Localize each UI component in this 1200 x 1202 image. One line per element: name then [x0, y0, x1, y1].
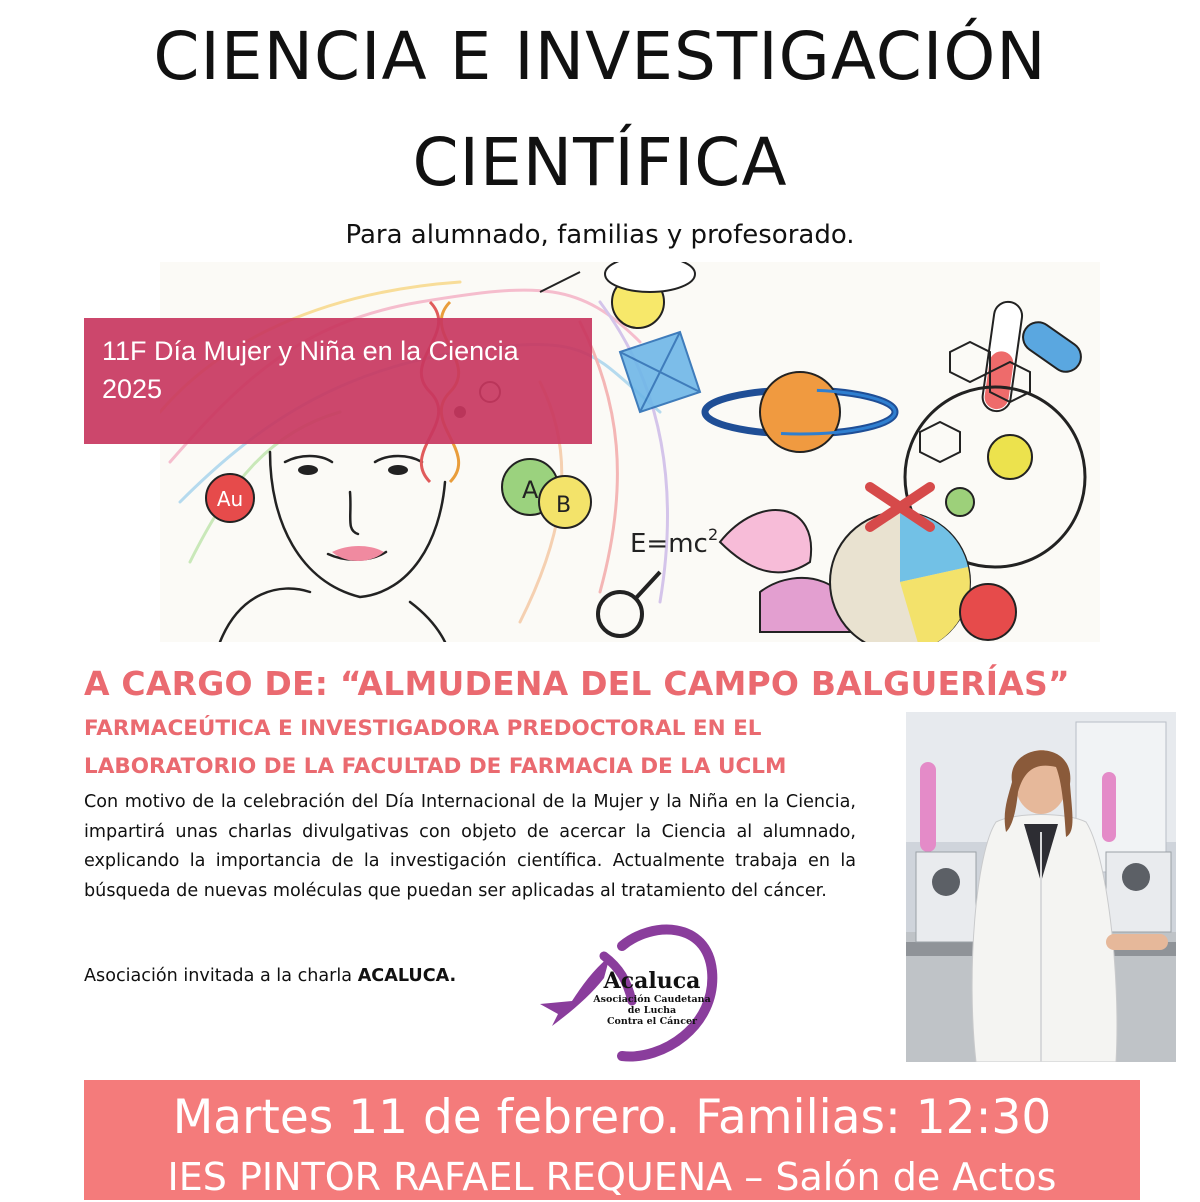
- event-banner: [84, 318, 592, 444]
- speaker-role-line-1: FARMACEÚTICA E INVESTIGADORA PREDOCTORAL EN EL: [84, 716, 762, 741]
- association-text: Asociación invitada a la charla: [84, 966, 358, 986]
- banner-line-1: 11F Día Mujer y Niña en la Ciencia: [102, 336, 519, 366]
- poster-title-line-1: CIENCIA E INVESTIGACIÓN: [153, 18, 1047, 95]
- logo-sub-1: Asociación Caudetana: [593, 994, 711, 1005]
- emc-formula: E=mc: [630, 529, 708, 559]
- audience-subtitle: Para alumnado, familias y profesorado.: [345, 220, 855, 250]
- acaluca-logo-text: [592, 968, 712, 1027]
- speaker-role-line-2: LABORATORIO DE LA FACULTAD DE FARMACIA DE LA UCLM: [84, 754, 787, 779]
- event-description: Con motivo de la celebración del Día Internacional de la Mujer y la Niña en la Ciencia, impartirá unas charlas divulgativas con objeto de acercar la Ciencia al alumnado, explicando la importancia de la investigación científica. Actualmente trabaja en la búsqueda de nuevas moléculas que puedan ser aplicadas al tratamiento del cáncer.: [84, 792, 856, 901]
- atom-au-label: Au: [216, 487, 244, 511]
- svg-text:2: 2: [708, 525, 719, 544]
- event-location: IES PINTOR RAFAEL REQUENA – Salón de Actos: [167, 1155, 1057, 1199]
- association-note: [84, 966, 456, 986]
- speaker-photo: [906, 712, 1176, 1062]
- banner-line-2: 2025: [102, 374, 163, 404]
- event-date-time: Martes 11 de febrero. Familias: 12:30: [172, 1090, 1052, 1145]
- event-details-footer: [84, 1080, 1140, 1200]
- logo-sub-2: de Lucha: [627, 1005, 677, 1016]
- poster-title-line-2: CIENTÍFICA: [412, 124, 788, 201]
- logo-sub-3: Contra el Cáncer: [606, 1016, 698, 1027]
- letter-a: A: [522, 476, 539, 504]
- speaker-heading: A CARGO DE: “ALMUDENA DEL CAMPO BALGUERÍAS”: [84, 664, 1070, 703]
- association-name: ACALUCA.: [357, 966, 457, 986]
- letter-b: B: [556, 493, 572, 518]
- logo-name: Acaluca: [603, 968, 701, 994]
